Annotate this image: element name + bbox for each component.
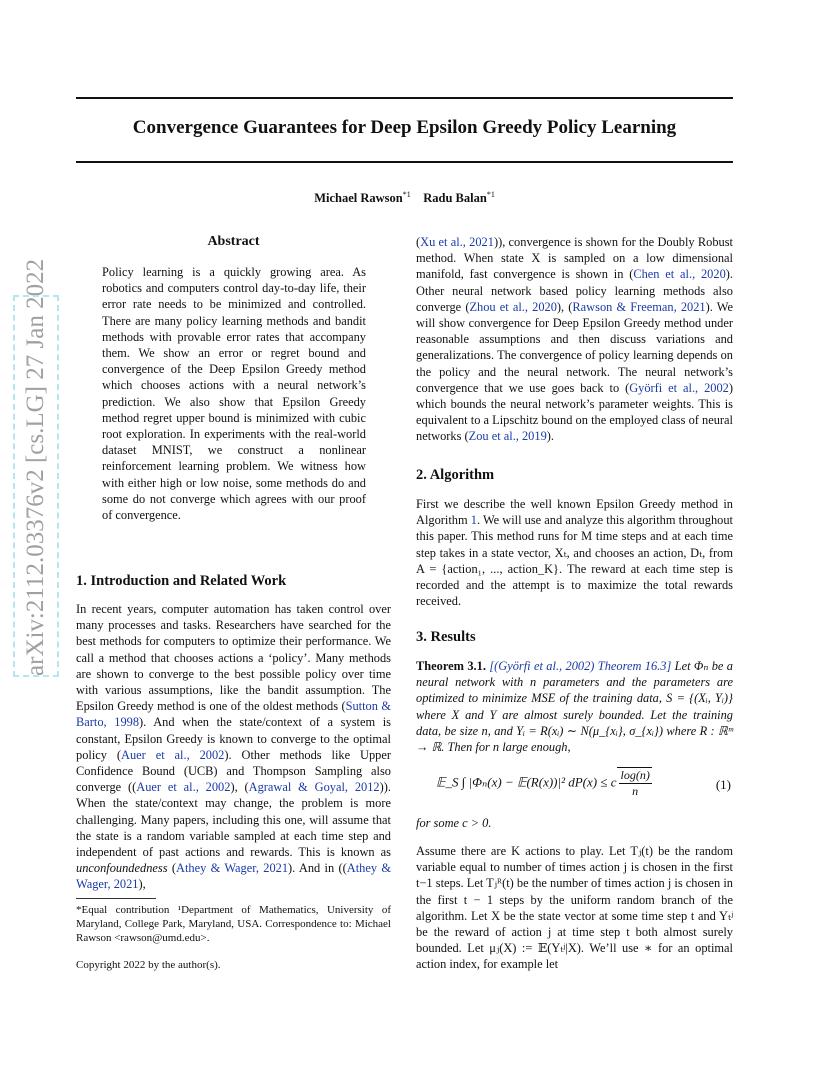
citation-link[interactable]: Agrawal & Goyal, 2012 bbox=[248, 780, 380, 795]
introduction-paragraph: In recent years, computer automation has taken control over many processes and tasks. Researchers have searched for the best methods for computers to optimize their performance. We call a method that chooses actions a ‘policy’. Many methods are shown to converge to the best possible policy over time with various assumptions, like the bandit assumption. The Epsilon Greedy method is one of the oldest methods (Sutton & Barto, 1998). And when the state/context of a system is constant, Epsilon Greedy is known to converge to the optimal policy (Auer et al., 2002). Other methods like Upper Confidence Bound (UCB) and Thompson Sampling also converge ((Auer et al., 2002), (Agrawal & Goyal, 2012)). When the state/context may change, the problem is more challenging. Many papers, including this one, will assume that the state is a random variable sampled at each time step and independent of past actions and rewards. This is known as unconfoundedness (Athey & Wager, 2021). And in ((Athey & Wager, 2021), bbox=[76, 602, 391, 892]
equation-number: (1) bbox=[715, 777, 731, 792]
title-bottom-rule bbox=[76, 161, 733, 163]
equation-body: 𝔼_S ∫ |Φₙ(x) − 𝔼(R(x))|² dP(x) ≤ c $\frac{\log(n)}{n}$ bbox=[436, 768, 650, 798]
results-paragraph: Assume there are K actions to play. Let Tⱼ(t) be the random variable equal to number of times action j is chosen in the first t−1 steps. Let Tⱼᴿ(t) be the number of times action j is chosen in the first t − 1 steps by the uniform random branch of the algorithm. Let X be the state vector at some time step t and Yₜʲ be the reward of action j at time step t both almost surely bounded. Let μⱼ(X) := 𝔼(Yₜʲ|X). We’ll use ∗ for an optimal action index, for example let bbox=[416, 844, 733, 972]
citation-link[interactable]: [(Györfi et al., 2002) Theorem 16.3] bbox=[489, 659, 672, 673]
introduction-continued: (Xu et al., 2021)), convergence is shown for the Doubly Robust method. When state X is sampled on a low dimensional manifold, fast convergence is shown in (Chen et al., 2020). Other neural network based policy learning methods also converge (Zhou et al., 2020), (Rawson & Freeman, 2021). We will show convergence for Deep Epsilon Greedy method under reasonable assumptions and then discuss variations and generalizations. The convergence of policy learning depends on the policy and the neural network. The neural network’s convergence that we use goes back to (Györfi et al., 2002) which bounds the neural network’s parameter weights. This is equivalent to a Lipschitz bound on the employed class of neural networks (Zou et al., 2019). bbox=[416, 235, 733, 444]
author-affiliation-mark: *1 bbox=[402, 190, 411, 199]
abstract-text: Policy learning is a quickly growing area. As robotics and computers control day-to-day life, their error rate needs to be minimized and controlled. There are many policy learning methods and bandit methods with provable error rates that accompany them. We show an error or regret bound and convergence of the Deep Epsilon Greedy method which chooses actions with a neural network’s prediction. We also show that Epsilon Greedy method regret upper bound is minimized with cubic root exploration. In experiments with the real-world dataset MNIST, we construct a nonlinear reinforcement learning problem. We witness how with either high or low noise, some methods do and some do not converge which agrees with our proof of convergence. bbox=[102, 265, 366, 523]
author-list bbox=[76, 190, 733, 206]
citation-link[interactable]: Chen et al., 2020 bbox=[633, 267, 726, 282]
section-heading-results: 3. Results bbox=[416, 629, 476, 645]
abstract-heading: Abstract bbox=[207, 234, 260, 249]
theorem-label: Theorem 3.1. bbox=[416, 659, 486, 673]
algorithm-paragraph: First we describe the well known Epsilon Greedy method in Algorithm 1. We will use and analyze this algorithm throughout this paper. This method runs for M time steps and at each time step takes in a state vector, Xₜ, and chooses an action, Dₜ, from A = {action₁, ..., action_K}. The reward at each time step is recorded and the attempt is to maximize the total rewards received. bbox=[416, 497, 733, 609]
algorithm-reference-link[interactable]: 1 bbox=[470, 513, 477, 528]
author-name: Michael Rawson bbox=[314, 191, 403, 206]
section-heading-algorithm: 2. Algorithm bbox=[416, 467, 495, 483]
citation-link[interactable]: Auer et al., 2002 bbox=[136, 780, 231, 795]
equation-1 bbox=[416, 763, 733, 807]
citation-link[interactable]: Xu et al., 2021 bbox=[420, 235, 494, 249]
footnote: *Equal contribution ¹Department of Mathematics, University of Maryland, College Park, Maryland, USA. Correspondence to: Michael Rawson <rawson@umd.edu>. bbox=[76, 904, 391, 944]
section-heading-introduction: 1. Introduction and Related Work bbox=[76, 573, 287, 589]
author-name: Radu Balan bbox=[423, 191, 487, 206]
citation-link[interactable]: Rawson & Freeman, 2021 bbox=[572, 299, 706, 314]
theorem-condition: for some c > 0. bbox=[416, 816, 492, 830]
citation-link[interactable]: Györfi et al., 2002 bbox=[629, 380, 729, 395]
citation-link[interactable]: Auer et al., 2002 bbox=[121, 747, 225, 762]
copyright-notice: Copyright 2022 by the author(s). bbox=[76, 959, 221, 971]
theorem-statement: Theorem 3.1. [(Györfi et al., 2002) Theorem 16.3] Let Φₙ be a neural network with n parameters and the parameters are optimized to minimize MSE of the training data, S = {(Xᵢ, Yᵢ)} where X and Y are almost surely bounded. Let the training data, be size n, and Yᵢ = R(xᵢ) ∼ N(μ_{xᵢ}, σ_{xᵢ}) where R : ℝᵐ → ℝ. Then for n large enough, bbox=[416, 659, 733, 755]
citation-link[interactable]: Athey & Wager, 2021 bbox=[76, 861, 391, 892]
arxiv-stamp: arXiv:2112.03376v2 [cs.LG] 27 Jan 2022 bbox=[14, 296, 58, 676]
footnote-rule bbox=[76, 898, 156, 899]
paper-title: Convergence Guarantees for Deep Epsilon Greedy Policy Learning bbox=[132, 117, 677, 138]
citation-link[interactable]: Zhou et al., 2020 bbox=[469, 299, 557, 314]
citation-link[interactable]: Sutton & Barto, 1998 bbox=[76, 699, 391, 730]
author-affiliation-mark: *1 bbox=[486, 190, 495, 199]
citation-link[interactable]: Zou et al., 2019 bbox=[468, 429, 547, 444]
title-top-rule bbox=[76, 97, 733, 99]
citation-link[interactable]: Athey & Wager, 2021 bbox=[176, 861, 289, 876]
